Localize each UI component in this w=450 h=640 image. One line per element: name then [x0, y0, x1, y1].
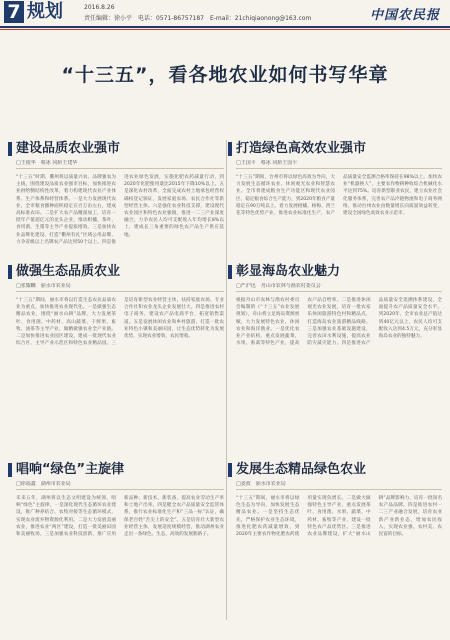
paper-name-logo: 中国农民报	[369, 8, 440, 23]
article-2-title: 打造绿色高效农业强市	[236, 141, 367, 156]
article-4-byline: □严沪迅 舟山市农林与渔农村委员会	[236, 283, 442, 292]
article-6-body: “十三五”期间，丽水市将以绿色生态为导向，加快发展生态精品农业。一是坚持生态优先，严格保护农业生态环境，推进化肥农药减量增效，到2020年主要农作物化肥农药使用量实现负增长。二是做大做强特色主导产业，重点发展茶叶、食用菌、水果、蔬菜、中药材、畜牧等产业，建设一批特色农产品优势区。三是推进农业品牌建设，扩大“丽水山耕”品牌影响力，培育一批知名农产品品牌。四是推进农村一二三产业融合发展，培育农业新产业新业态，增加农民收入，实现农业强、农村美、农民富的目标。	[236, 496, 442, 538]
masthead-accent-rule	[0, 29, 450, 30]
title-marker	[228, 142, 232, 156]
article-3	[16, 264, 224, 469]
article-5-title: 唱响“绿色”主旋律	[16, 462, 125, 477]
editor-line: 责任编辑：徐小平 电话：0571-86757187 E-mail：21chiqiaonong@163.com	[84, 15, 312, 22]
article-3-body: “十三五”期间，丽水市将以打造生态农业品质农业为重点，加快推进农业现代化。一是做强生态精品农业，围绕“丽水山耕”品牌，大力发展茶叶、食用菌、中药材、高山蔬菜、干鲜果、畜牧、油茶等主导产业，做精做强农业全产业链。二是加快推进农业园区建设，建成一批现代农业综合区、主导产业示范区和特色农业精品园。三是培育新型农业经营主体，扶持家庭农场、专业合作社和农业龙头企业发展壮大。四是推进农村电子商务，建设农产品电商平台，拓宽销售渠道。五是发展休闲农业和乡村旅游，打造一批农业特色小镇和美丽田园，让生态优势转化为发展优势，实现农业增效、农民增收。	[16, 298, 224, 347]
article-1-body: “十三五”时期，衢州将以质量兴农、品牌强农为主线，围绕建设品质农业强市目标，加快推进农业供给侧结构性改革，着力构建现代农业产业体系、生产体系和经营体系。一是大力发展现代农业，全市粮食播种面积稳定在百万亩左右，建成高标准农田。二是扩大农产品精深加工，培育一批年产值超亿元的龙头企业，推动柑橘、茶叶、食用菌、生猪等主导产业提质增效。三是加快农业品牌化建设，打造“衢州有礼”区域公用品牌，力争省级以上名牌农产品达到50个以上。四是推进农业绿色发展，实施化肥农药减量行动，到2020年化肥使用量比2015年下降10%以上。五是深化农村改革，全面完成农村土地承包经营权确权登记颁证，发展家庭农场、农民合作社等新型经营主体。六是强化农业科技支撑，建设现代农业园区和特色农业强镇，推进一二三产业深度融合，力争农民人均可支配收入年均增长8%以上，建成长三角重要的绿色农产品生产供应基地。	[16, 175, 224, 245]
title-marker	[228, 265, 232, 279]
article-2-byline: □王国平 蔡冰 同龄王国平	[236, 160, 442, 169]
article-6-byline: □姜波 丽水市农业局	[236, 481, 442, 490]
article-4	[236, 264, 442, 469]
title-marker	[8, 463, 12, 477]
article-5-body: 未来五年，湖州将以生态文明建设为统领，唱响“绿色”主旋律。一是深化现代生态循环农业建设，推广种养结合、农牧对接等生态循环模式，实现农业废弃物资源化利用。二是大力发展美丽农业，推进农业“两区”建设，打造一批美丽田园和美丽牧场。三是加强农业科技创新，推广应用新品种、新技术、新装备，提高农业劳动生产率和土地产出率。四是健全农产品质量安全监管体系，推行农业标准化生产和“三品一标”认证，确保老百姓“舌尖上的安全”。五是培育壮大新型农业经营主体，发展适度规模经营，推动湖州农业走出一条绿色、生态、高效的发展新路子。	[16, 496, 224, 538]
title-marker	[8, 265, 12, 279]
section-title: 规划	[27, 1, 63, 22]
article-6	[236, 462, 442, 635]
article-1-byline: □王俊华 蔡冰 同龄王建华	[16, 160, 224, 169]
article-5-byline: □徐福鑫 湖州市农业局	[16, 481, 224, 490]
page-number: 7	[4, 1, 24, 23]
masthead-rule	[0, 26, 450, 28]
title-marker	[228, 463, 232, 477]
article-4-title: 彰显海岛农业魅力	[236, 264, 341, 279]
article-5	[16, 462, 224, 635]
article-6-title: 发展生态精品绿色农业	[236, 462, 367, 477]
article-3-byline: □张耀麟 丽水市农业局	[16, 283, 224, 292]
title-marker	[8, 142, 12, 156]
column-divider	[226, 140, 227, 620]
issue-date: 2016.8.26	[84, 4, 115, 11]
article-3-title: 做强生态品质农业	[16, 264, 121, 279]
page-headline: “十三五”，看各地农业如何书写华章	[61, 64, 389, 86]
article-2-body: “十三五”期间，台州市将以绿色高效为导向，大力发展生态循环农业、休闲观光农业和智慧农业。全市将建成粮食生产功能区和现代农业园区，稳定粮食综合生产能力，到2020年粮食产量稳定在90万吨以上。着力发展柑橘、杨梅、西兰花等特色优势产业，推进农业标准化生产，农产品质量安全监测合格率保持在98%以上。加快农业“机器换人”，主要农作物耕种收综合机械化水平达到75%。培育新型职业农民，建立农业社会化服务体系，完善农产品冷链物流和电子商务网络，推动台州农业由数量增长向质量效益转变，建设全国绿色高效农业示范市。	[236, 175, 442, 217]
article-4-body: 根据舟山市农林与渔农村委员会编制的《“十三五”农业发展规划》，舟山将立足海岛资源禀赋，大力发展特色农业、休闲农业和海洋渔业。一是优化农业产业结构，重点发展蔬菜、水果、畜禽等特色产业，提高农产品自给率。二是推进休闲观光农业发展，培育一批农家乐休闲旅游特色村和精品点，打造海岛农业旅游精品线路。三是加强农业基础设施建设，完善农田水利设施，提高农业防灾减灾能力。四是推进农产品质量安全追溯体系建设，全面提升农产品质量安全水平。到2020年，全市农业总产值达到40亿元以上，农民人均可支配收入达到4.5万元，充分彰显海岛农业的独特魅力。	[236, 298, 442, 347]
article-1-title: 建设品质农业强市	[16, 141, 121, 156]
